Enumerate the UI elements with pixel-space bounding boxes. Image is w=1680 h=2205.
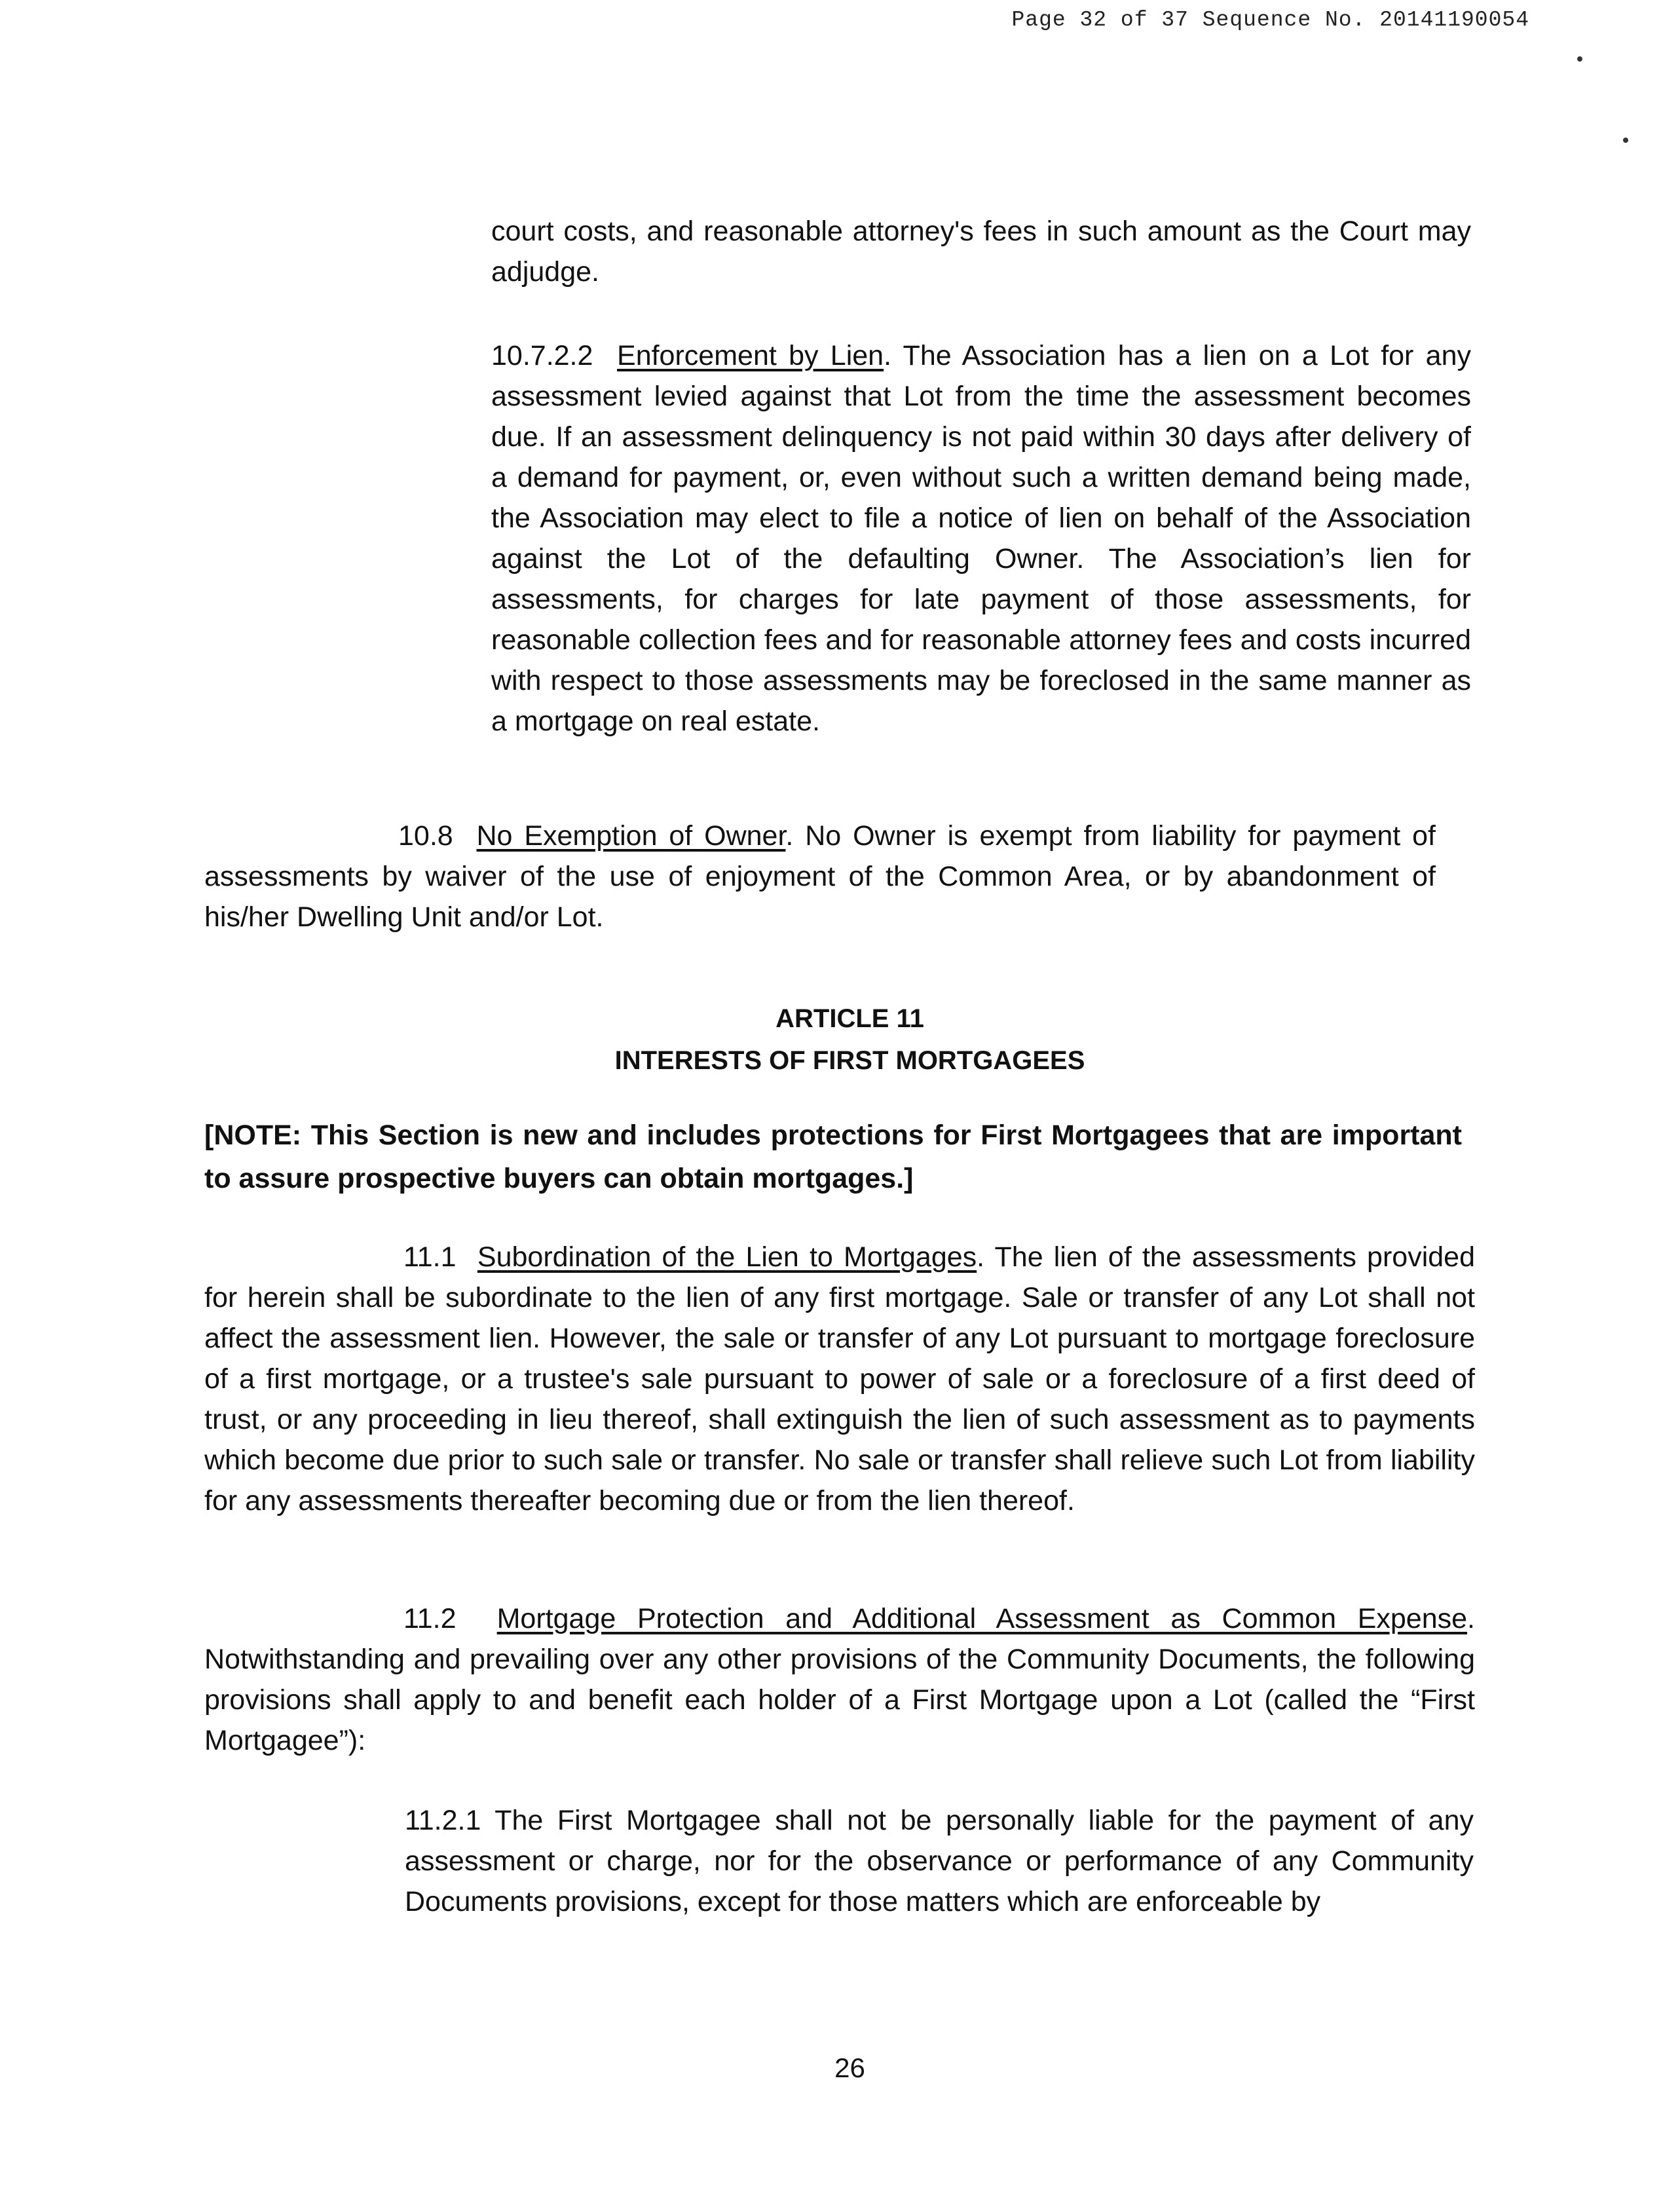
page-sequence-header: Page 32 of 37 Sequence No. 20141190054 (1011, 8, 1529, 32)
page-number: 26 (834, 2052, 865, 2083)
section-11-2 (204, 1598, 1475, 1761)
section-title: No Exemption of Owner (476, 820, 786, 852)
section-title: Enforcement by Lien (617, 340, 884, 371)
section-11-2-1-text (405, 1800, 1474, 1922)
note-text: [NOTE: This Section is new and includes protections for First Mortgagees that are important to assure prospective buyers can obtain mortgages.] (204, 1120, 1462, 1194)
continuation-paragraph (491, 211, 1471, 292)
section-11-2-1 (405, 1800, 1474, 1922)
article-label: ARTICLE 11 (775, 1004, 924, 1033)
section-number: 11.1 (403, 1241, 457, 1273)
section-10-8 (204, 816, 1436, 937)
section-title: Mortgage Protection and Additional Assessment as Common Expense (496, 1603, 1468, 1634)
section-11-1-text (204, 1237, 1475, 1521)
section-11-1 (204, 1237, 1475, 1521)
scan-speck (1577, 56, 1582, 62)
section-body: . The lien of the assessments provided for herein shall be subordinate to the lien of any first mortgage. Sale or transfer of any Lot shall not affect the assessment lien. However, the sale or transfer of any Lot pursuant to mortgage foreclosure of a first mortgage, or a trustee's sale pursuant to power of sale or a foreclosure of a first deed of trust, or any proceeding in lieu thereof, shall extinguish the lien of such assessment as to payments which become due prior to such sale or transfer. No sale or transfer shall relieve such Lot from liability for any assessments thereafter becoming due or from the lien thereof. (204, 1241, 1475, 1517)
section-number: 10.7.2.2 (491, 340, 593, 371)
section-11-2-text (204, 1598, 1475, 1761)
section-10-7-2-2 (491, 335, 1471, 742)
section-body: The First Mortgagee shall not be personally liable for the payment of any assessment or charge, nor for the observance or performance of any Community Documents provisions, except for those matters which are enforceable by (405, 1805, 1474, 1917)
section-10-7-2-2-text (491, 335, 1471, 742)
section-body: . No Owner is exempt from liability for payment of assessments by waiver of the use of enjoyment of the Common Area, or by abandonment of his/her Dwelling Unit and/or Lot. (204, 820, 1436, 933)
article-title: INTERESTS OF FIRST MORTGAGEES (614, 1046, 1085, 1075)
section-number: 11.2 (403, 1603, 457, 1634)
section-number: 11.2.1 (405, 1805, 481, 1836)
section-body: . The Association has a lien on a Lot for any assessment levied against that Lot from the time the assessment becomes due. If an assessment delinquency is not paid within 30 days after delivery of a demand for payment, or, even without such a written demand being made, the Association may elect to file a notice of lien on behalf of the Association against the Lot of the defaulting Owner. The Association’s lien for assessments, for charges for late payment of those assessments, for reasonable collection fees and for reasonable attorney fees and costs incurred with respect to those assessments may be foreclosed in the same manner as a mortgage on real estate. (491, 340, 1471, 737)
section-title: Subordination of the Lien to Mortgages (477, 1241, 977, 1273)
section-10-8-text (204, 816, 1436, 937)
note-block (204, 1114, 1462, 1200)
scan-speck (1623, 138, 1628, 143)
section-number: 10.8 (398, 820, 453, 852)
continuation-text: court costs, and reasonable attorney's fees in such amount as the Court may adjudge. (491, 216, 1471, 288)
section-body: . Notwithstanding and prevailing over any other provisions of the Community Documents, the following provisions shall apply to and benefit each holder of a First Mortgage upon a Lot (called the “First Mortgagee”): (204, 1603, 1475, 1756)
